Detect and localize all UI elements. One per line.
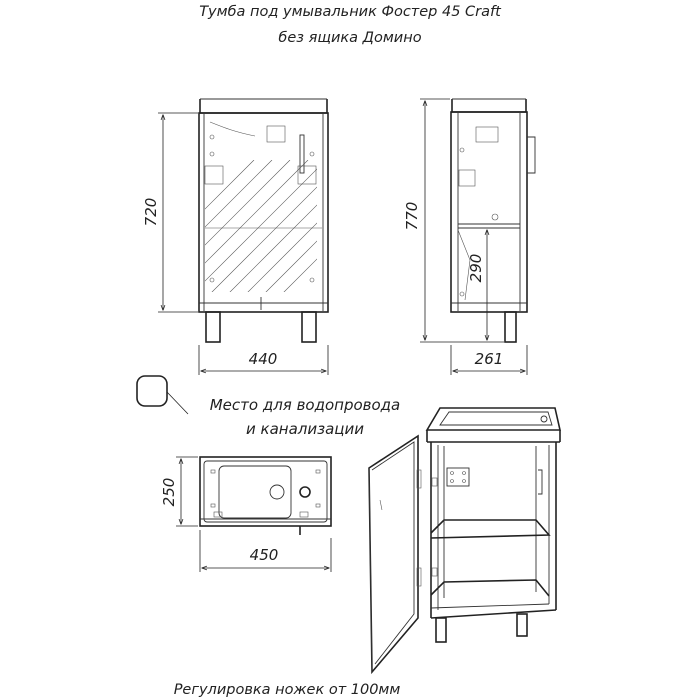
shelf-height-label: 290 [467,253,485,283]
title-line-2: без ящика Домино [278,30,422,46]
top-width-label: 450 [249,546,279,564]
top-view [200,457,331,535]
isometric-view [369,408,560,672]
top-depth-label: 250 [160,477,178,507]
side-depth-label: 261 [474,350,504,368]
front-height-dimension [142,113,198,312]
side-height-label: 770 [403,201,421,231]
legend-line-2: и канализации [246,420,364,438]
side-view [451,99,535,342]
front-width-dimension [199,345,328,375]
shelf-height-dimension [467,230,487,340]
side-height-dimension [403,99,504,342]
legend-line-1: Место для водопровода [209,396,401,414]
title-line-1: Тумба под умывальник Фостер 45 Craft [199,4,501,20]
front-height-label: 720 [142,197,160,227]
water-supply-legend [137,376,400,438]
front-width-label: 440 [248,350,278,368]
footer-note: Регулировка ножек от 100мм [173,682,401,698]
top-width-dimension [200,530,331,572]
side-depth-dimension [451,345,527,375]
top-depth-dimension [160,457,198,526]
water-supply-area-icon [137,376,167,406]
